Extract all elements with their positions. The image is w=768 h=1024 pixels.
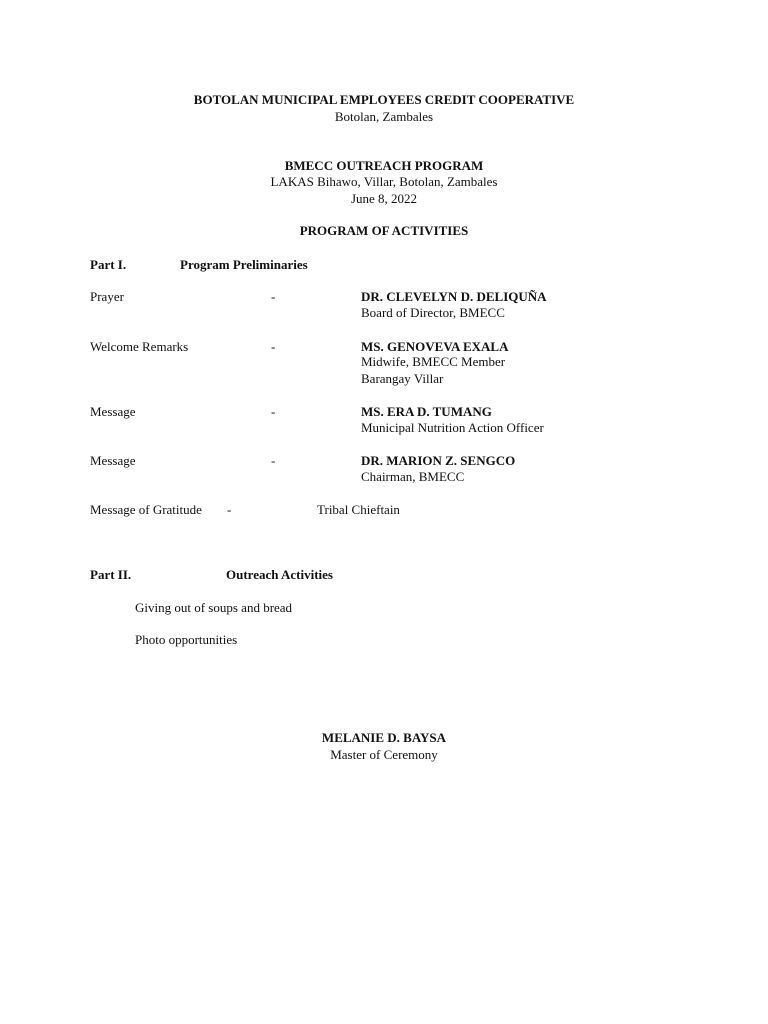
mc-role: Master of Ceremony bbox=[330, 747, 438, 762]
speaker-role: Board of Director, BMECC bbox=[361, 305, 505, 320]
speaker-role: Chairman, BMECC bbox=[361, 469, 465, 484]
program-venue: LAKAS Bihawo, Villar, Botolan, Zambales bbox=[270, 174, 498, 189]
activity-name: Message bbox=[90, 404, 136, 419]
activity-dash: - bbox=[271, 453, 276, 468]
program-date: June 8, 2022 bbox=[350, 191, 418, 206]
part2-label: Part II. bbox=[90, 567, 132, 582]
activity-name: Prayer bbox=[90, 289, 124, 304]
mc-name: MELANIE D. BAYSA bbox=[321, 730, 447, 745]
speaker-name: DR. MARION Z. SENGCO bbox=[361, 453, 516, 468]
activity-dash: - bbox=[271, 404, 276, 419]
speaker-name: DR. CLEVELYN D. DELIQUÑA bbox=[361, 289, 547, 304]
part1-title: Program Preliminaries bbox=[180, 257, 308, 272]
org-name: BOTOLAN MUNICIPAL EMPLOYEES CREDIT COOPERATIVE bbox=[193, 92, 575, 107]
outreach-item: Giving out of soups and bread bbox=[135, 600, 293, 615]
speaker-role: Barangay Villar bbox=[361, 371, 444, 386]
activities-title: PROGRAM OF ACTIVITIES bbox=[299, 223, 469, 238]
part1-label: Part I. bbox=[90, 257, 127, 272]
speaker-name: MS. ERA D. TUMANG bbox=[361, 404, 492, 419]
activity-dash: - bbox=[227, 502, 232, 517]
org-location: Botolan, Zambales bbox=[334, 109, 434, 124]
speaker-role: Midwife, BMECC Member bbox=[361, 354, 506, 369]
speaker-name: Tribal Chieftain bbox=[317, 502, 400, 517]
outreach-item: Photo opportunities bbox=[135, 632, 238, 647]
speaker-name: MS. GENOVEVA EXALA bbox=[361, 339, 509, 354]
activity-name: Message of Gratitude bbox=[90, 502, 202, 517]
activity-name: Welcome Remarks bbox=[90, 339, 189, 354]
speaker-role: Municipal Nutrition Action Officer bbox=[361, 420, 544, 435]
activity-name: Message bbox=[90, 453, 136, 468]
activity-dash: - bbox=[271, 289, 276, 304]
part2-title: Outreach Activities bbox=[226, 567, 333, 582]
activity-dash: - bbox=[271, 339, 276, 354]
program-title: BMECC OUTREACH PROGRAM bbox=[284, 158, 484, 173]
